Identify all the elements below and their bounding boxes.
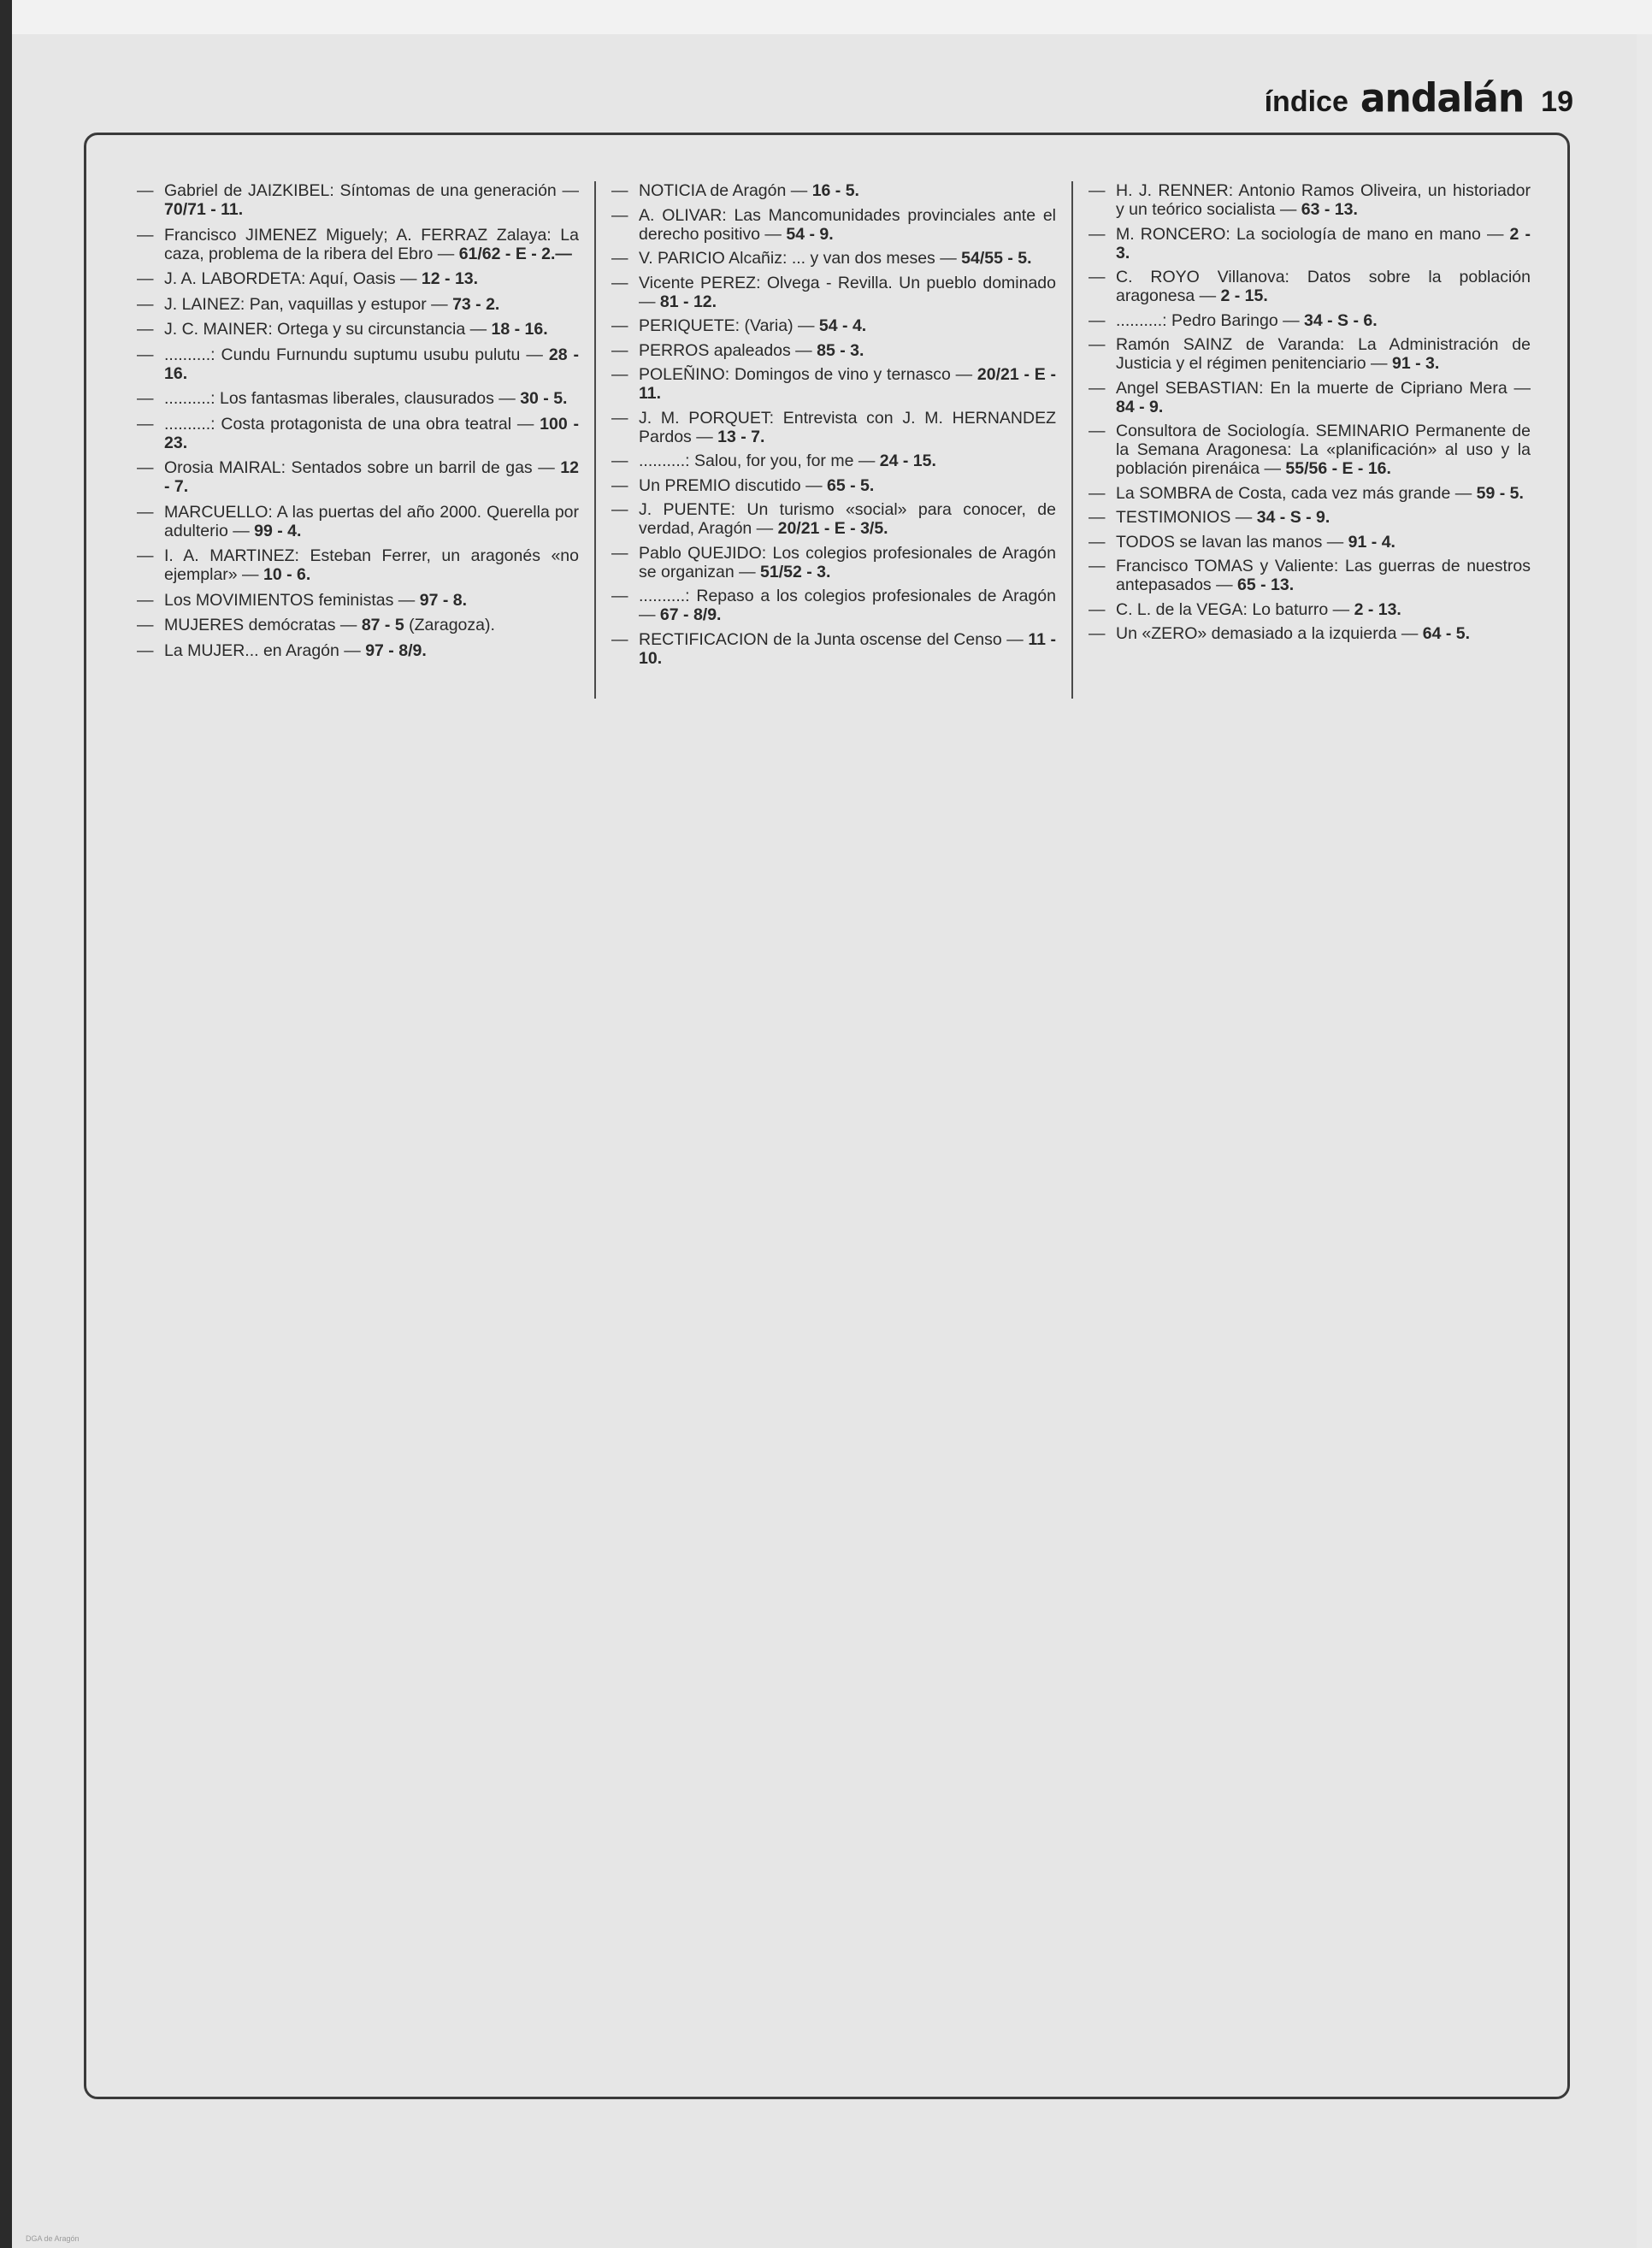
entry-issue-reference: 87 - 5: [361, 616, 404, 634]
index-column-2: [594, 181, 1073, 699]
entry-issue-reference: 24 - 15.: [879, 451, 936, 470]
entry-title: RECTIFICACION de la Junta oscense del Censo —: [639, 629, 1029, 649]
entry-issue-reference: 97 - 8/9.: [365, 640, 427, 660]
brand-logo: andalán: [1360, 75, 1525, 122]
page-number: 19: [1541, 86, 1573, 118]
entry-issue-reference: 12 - 13.: [421, 269, 479, 288]
entry-issue-reference: 99 - 4.: [254, 521, 302, 540]
entry-title: H. J. RENNER: Antonio Ramos Oliveira, un historiador y un teórico socialista —: [1116, 181, 1531, 219]
entry-title: A. OLIVAR: Las Mancomunidades provinciales ante el derecho positivo —: [639, 205, 1056, 244]
entry-dash: —: [137, 414, 154, 434]
entry-dash: —: [137, 389, 154, 408]
entry-title: ..........: Repaso a los colegios profesionales de Aragón —: [639, 587, 1056, 624]
entry-dash: —: [137, 345, 154, 364]
entry-title: Gabriel de JAIZKIBEL: Síntomas de una generación —: [164, 181, 579, 200]
entry-title: PERIQUETE: (Varia) —: [639, 316, 819, 335]
entry-title: ..........: Salou, for you, for me —: [639, 451, 880, 470]
index-entry: [611, 451, 1056, 470]
entry-title: La SOMBRA de Costa, cada vez más grande —: [1116, 483, 1477, 503]
entry-dash: —: [137, 225, 154, 245]
entry-dash: —: [611, 273, 628, 292]
index-entry: [611, 409, 1056, 446]
entry-title: La MUJER... en Aragón —: [164, 640, 366, 660]
entry-issue-reference: 20/21 - E - 3/5.: [777, 519, 888, 538]
entry-dash: —: [611, 181, 628, 200]
entry-issue-reference: 30 - 5.: [520, 389, 568, 408]
entry-title: C. L. de la VEGA: Lo baturro —: [1116, 599, 1354, 619]
entry-title: J. A. LABORDETA: Aquí, Oasis —: [164, 269, 422, 288]
page-header: [1265, 77, 1573, 121]
entry-title: ..........: Pedro Baringo —: [1116, 310, 1305, 330]
entry-dash: —: [137, 181, 154, 200]
entry-issue-reference: 63 - 13.: [1301, 200, 1358, 219]
entry-title: Francisco TOMAS y Valiente: Las guerras de nuestros antepasados —: [1116, 557, 1531, 594]
index-entry: [611, 316, 1056, 335]
entry-dash: —: [611, 475, 628, 495]
entry-issue-reference: 100 - 23.: [164, 414, 579, 452]
entry-title: PERROS apaleados —: [639, 340, 817, 360]
entry-issue-reference: 12 - 7.: [164, 458, 579, 496]
entry-issue-reference: 65 - 13.: [1237, 575, 1295, 594]
entry-title: Consultora de Sociología. SEMINARIO Permanente de la Semana Aragonesa: La «planificación» al uso y la población pirenáica —: [1116, 422, 1531, 478]
entry-issue-reference: 65 - 5.: [826, 475, 875, 495]
entry-title: C. ROYO Villanova: Datos sobre la población aragonesa —: [1116, 268, 1531, 305]
entry-issue-reference: 54 - 9.: [786, 224, 834, 244]
index-entry: [137, 345, 579, 383]
entry-issue-reference: 54/55 - 5.: [961, 249, 1032, 268]
index-entry: [137, 415, 579, 452]
index-entry: [611, 630, 1056, 668]
entry-dash: —: [1089, 508, 1106, 527]
index-entry: [137, 546, 579, 584]
entry-issue-reference: 73 - 2.: [452, 294, 500, 314]
entry-dash: —: [611, 451, 628, 470]
entry-title: MUJERES demócratas —: [164, 616, 362, 634]
entry-title: Vicente PEREZ: Olvega - Revilla. Un pueblo dominado —: [639, 273, 1056, 311]
entry-issue-reference: 91 - 3.: [1391, 354, 1440, 373]
index-column-1: [124, 181, 594, 711]
index-entry: [137, 226, 579, 263]
entry-title: POLEÑINO: Domingos de vino y ternasco —: [639, 365, 977, 384]
index-columns: [124, 181, 1531, 711]
entry-dash: —: [137, 458, 154, 477]
entry-issue-reference: 85 - 3.: [817, 340, 864, 360]
entry-title: MARCUELLO: A las puertas del año 2000. Querella por adulterio —: [164, 502, 579, 540]
entry-dash: —: [1089, 378, 1106, 398]
entry-title: J. LAINEZ: Pan, vaquillas y estupor —: [164, 294, 453, 314]
entry-issue-reference: 67 - 8/9.: [659, 605, 722, 624]
entry-issue-reference: 13 - 7.: [717, 427, 765, 446]
index-entry: [137, 295, 579, 314]
entry-dash: —: [137, 640, 154, 660]
entry-issue-reference: 2 - 3.: [1116, 224, 1531, 263]
entry-issue-reference: 59 - 5.: [1476, 483, 1524, 503]
index-entry: [611, 500, 1056, 538]
entry-dash: —: [1089, 532, 1106, 552]
entry-dash: —: [1089, 557, 1106, 575]
entry-issue-reference: 16 - 5.: [811, 181, 859, 200]
entry-dash: —: [611, 543, 628, 563]
index-entry: [611, 476, 1056, 495]
entry-dash: —: [1089, 310, 1106, 330]
scan-top-margin: [12, 0, 1652, 34]
entry-title: Ramón SAINZ de Varanda: La Administración de Justicia y el régimen penitenciario —: [1116, 335, 1531, 373]
index-entry: [137, 458, 579, 496]
entry-dash: —: [137, 616, 154, 634]
entry-issue-reference: 64 - 5.: [1422, 624, 1471, 643]
entry-dash: —: [611, 408, 628, 428]
entry-issue-reference: 97 - 8.: [419, 590, 468, 610]
index-entry: [1089, 225, 1531, 263]
entry-issue-reference: 20/21 - E - 11.: [639, 365, 1056, 403]
entry-dash: —: [1089, 599, 1106, 619]
entry-issue-reference: 61/62 - E - 2.—: [458, 244, 572, 263]
entry-dash: —: [611, 249, 628, 268]
entry-title: J. PUENTE: Un turismo «social» para conocer, de verdad, Aragón —: [639, 500, 1056, 538]
entry-title: I. A. MARTINEZ: Esteban Ferrer, un aragonés «no ejemplar» —: [164, 546, 579, 584]
index-entry: [1089, 379, 1531, 416]
entry-issue-reference: 10 - 6.: [263, 565, 311, 584]
entry-dash: —: [1089, 335, 1106, 354]
index-entry: [1089, 533, 1531, 552]
entry-issue-reference: 2 - 13.: [1354, 599, 1401, 619]
entry-issue-reference: 34 - S - 6.: [1304, 310, 1378, 330]
index-entry: [1089, 508, 1531, 527]
index-entry: [1089, 624, 1531, 643]
entry-title: Pablo QUEJIDO: Los colegios profesionales de Aragón se organizan —: [639, 543, 1056, 581]
entry-title: Angel SEBASTIAN: En la muerte de Cipriano Mera —: [1116, 378, 1531, 398]
entry-issue-reference: 70/71 - 11.: [164, 200, 244, 219]
index-entry: [137, 389, 579, 408]
entry-dash: —: [611, 316, 628, 335]
entry-issue-reference: 55/56 - E - 16.: [1285, 459, 1391, 478]
entry-issue-reference: 28 - 16.: [164, 345, 579, 383]
entry-title: M. RONCERO: La sociología de mano en mano —: [1116, 224, 1510, 244]
entry-title: Los MOVIMIENTOS feministas —: [164, 590, 420, 610]
entry-title: Un «ZERO» demasiado a la izquierda —: [1116, 624, 1423, 643]
entry-issue-reference: 81 - 12.: [659, 292, 717, 311]
index-entry: [137, 616, 579, 634]
entry-issue-reference: 51/52 - 3.: [760, 562, 831, 581]
entry-title: TESTIMONIOS —: [1116, 508, 1257, 527]
entry-title: J. C. MAINER: Ortega y su circunstancia —: [164, 320, 492, 339]
section-label: índice: [1264, 86, 1348, 118]
index-entry: [137, 269, 579, 288]
index-entry: [137, 641, 579, 660]
entry-dash: —: [1089, 624, 1106, 643]
entry-dash: —: [137, 269, 154, 288]
entry-title: TODOS se lavan las manos —: [1116, 532, 1348, 552]
entry-dash: —: [1089, 268, 1106, 286]
entry-dash: —: [611, 365, 628, 384]
entry-issue-reference: 18 - 16.: [491, 320, 548, 339]
entry-title: J. M. PORQUET: Entrevista con J. M. HERNANDEZ Pardos —: [639, 408, 1056, 446]
index-entry: [1089, 557, 1531, 594]
scan-binding-edge: [0, 0, 12, 2248]
index-entry: [611, 587, 1056, 624]
entry-dash: —: [137, 320, 154, 339]
entry-dash: —: [137, 546, 154, 565]
entry-issue-reference: 54 - 4.: [818, 316, 867, 335]
entry-title: ..........: Los fantasmas liberales, clausurados —: [164, 389, 521, 408]
entry-dash: —: [611, 587, 628, 605]
entry-dash: —: [611, 500, 628, 519]
index-entry: [1089, 422, 1531, 478]
index-entry: [1089, 311, 1531, 330]
index-entry: [611, 274, 1056, 311]
entry-dash: —: [1089, 422, 1106, 440]
entry-issue-reference: 34 - S - 9.: [1256, 508, 1330, 527]
entry-title: Un PREMIO discutido —: [639, 475, 827, 495]
entry-issue-reference: 84 - 9.: [1116, 397, 1164, 416]
entry-dash: —: [1089, 224, 1106, 244]
index-entry: [611, 341, 1056, 360]
entry-dash: —: [137, 294, 154, 314]
index-entry: [611, 544, 1056, 581]
entry-title: NOTICIA de Aragón —: [639, 181, 812, 200]
entry-title: Francisco JIMENEZ Miguely; A. FERRAZ Zalaya: La caza, problema de la ribera del Ebro —: [164, 225, 579, 263]
entry-dash: —: [1089, 483, 1106, 503]
entry-title: V. PARICIO Alcañiz: ... y van dos meses —: [639, 249, 962, 268]
entry-issue-reference: 2 - 15.: [1220, 286, 1268, 305]
index-entry: [137, 591, 579, 610]
entry-tail: (Zaragoza).: [404, 616, 495, 634]
entry-issue-reference: 11 - 10.: [639, 629, 1056, 668]
index-entry: [1089, 181, 1531, 219]
index-entry: [137, 503, 579, 540]
index-entry: [611, 365, 1056, 403]
entry-dash: —: [611, 629, 628, 649]
entry-title: ..........: Costa protagonista de una obra teatral —: [164, 414, 540, 434]
entry-title: ..........: Cundu Furnundu suptumu usubu pulutu —: [164, 345, 549, 364]
index-entry: [137, 181, 579, 219]
entry-dash: —: [611, 205, 628, 225]
entry-issue-reference: 91 - 4.: [1348, 532, 1395, 552]
entry-dash: —: [137, 502, 154, 522]
index-entry: [611, 181, 1056, 200]
entry-title: Orosia MAIRAL: Sentados sobre un barril de gas —: [164, 458, 561, 477]
index-column-3: [1073, 181, 1531, 711]
index-entry: [1089, 484, 1531, 503]
source-note: DGA de Aragón: [26, 2234, 80, 2243]
entry-dash: —: [1089, 181, 1106, 200]
index-entry: [611, 206, 1056, 244]
index-entry: [137, 320, 579, 339]
entry-dash: —: [137, 590, 154, 610]
index-entry: [1089, 335, 1531, 373]
index-entry: [1089, 600, 1531, 619]
entry-dash: —: [611, 340, 628, 360]
index-entry: [1089, 268, 1531, 305]
index-entry: [611, 249, 1056, 268]
